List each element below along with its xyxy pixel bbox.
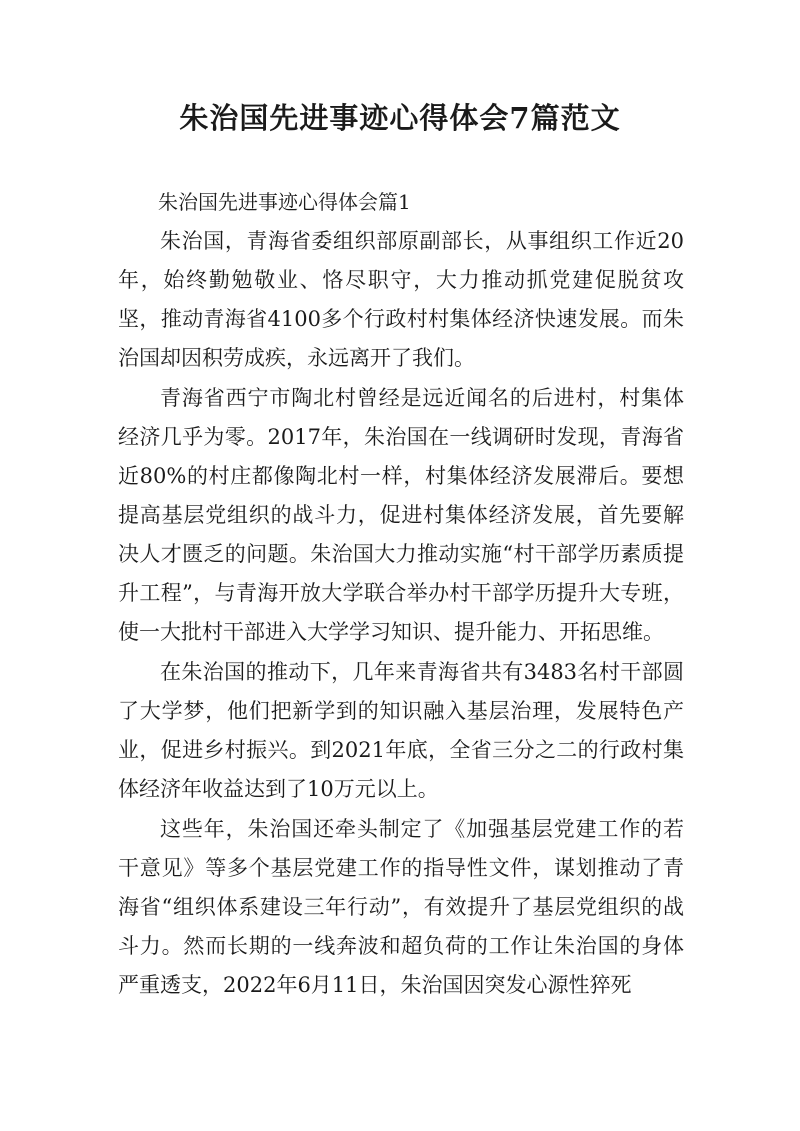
document-body <box>118 182 684 1006</box>
paragraph-4: 这些年，朱治国还牵头制定了《加强基层党建工作的若干意见》等多个基层党建工作的指导性文件，谋划推动了青海省“组织体系建设三年行动”，有效提升了基层党组织的战斗力。然而长期的一线奔波和超负荷的工作让朱治国的身体严重透支，2022年6月11日，朱治国因突发心源性猝死 <box>118 817 684 997</box>
paragraph-3: 在朱治国的推动下，几年来青海省共有3483名村干部圆了大学梦，他们把新学到的知识融入基层治理，发展特色产业，促进乡村振兴。到2021年底，全省三分之二的行政村集体经济年收益达到了10万元以上。 <box>118 660 684 801</box>
paragraph-2: 青海省西宁市陶北村曾经是远近闻名的后进村，村集体经济几乎为零。2017年，朱治国在一线调研时发现，青海省近80%的村庄都像陶北村一样，村集体经济发展滞后。要想提高基层党组织的战斗力，促进村集体经济发展，首先要解决人才匮乏的问题。朱治国大力推动实施“村干部学历素质提升工程”，与青海开放大学联合举办村干部学历提升大专班，使一大批村干部进入大学学习知识、提升能力、开拓思维。 <box>118 386 684 644</box>
document-title: 朱治国先进事迹心得体会7篇范文 <box>179 101 621 135</box>
section-heading: 朱治国先进事迹心得体会篇1 <box>158 190 411 214</box>
paragraph-1: 朱治国，青海省委组织部原副部长，从事组织工作近20年，始终勤勉敬业、恪尽职守，大力推动抓党建促脱贫攻坚，推动青海省4100多个行政村村集体经济快速发展。而朱治国却因积劳成疾，永远离开了我们。 <box>118 229 684 370</box>
